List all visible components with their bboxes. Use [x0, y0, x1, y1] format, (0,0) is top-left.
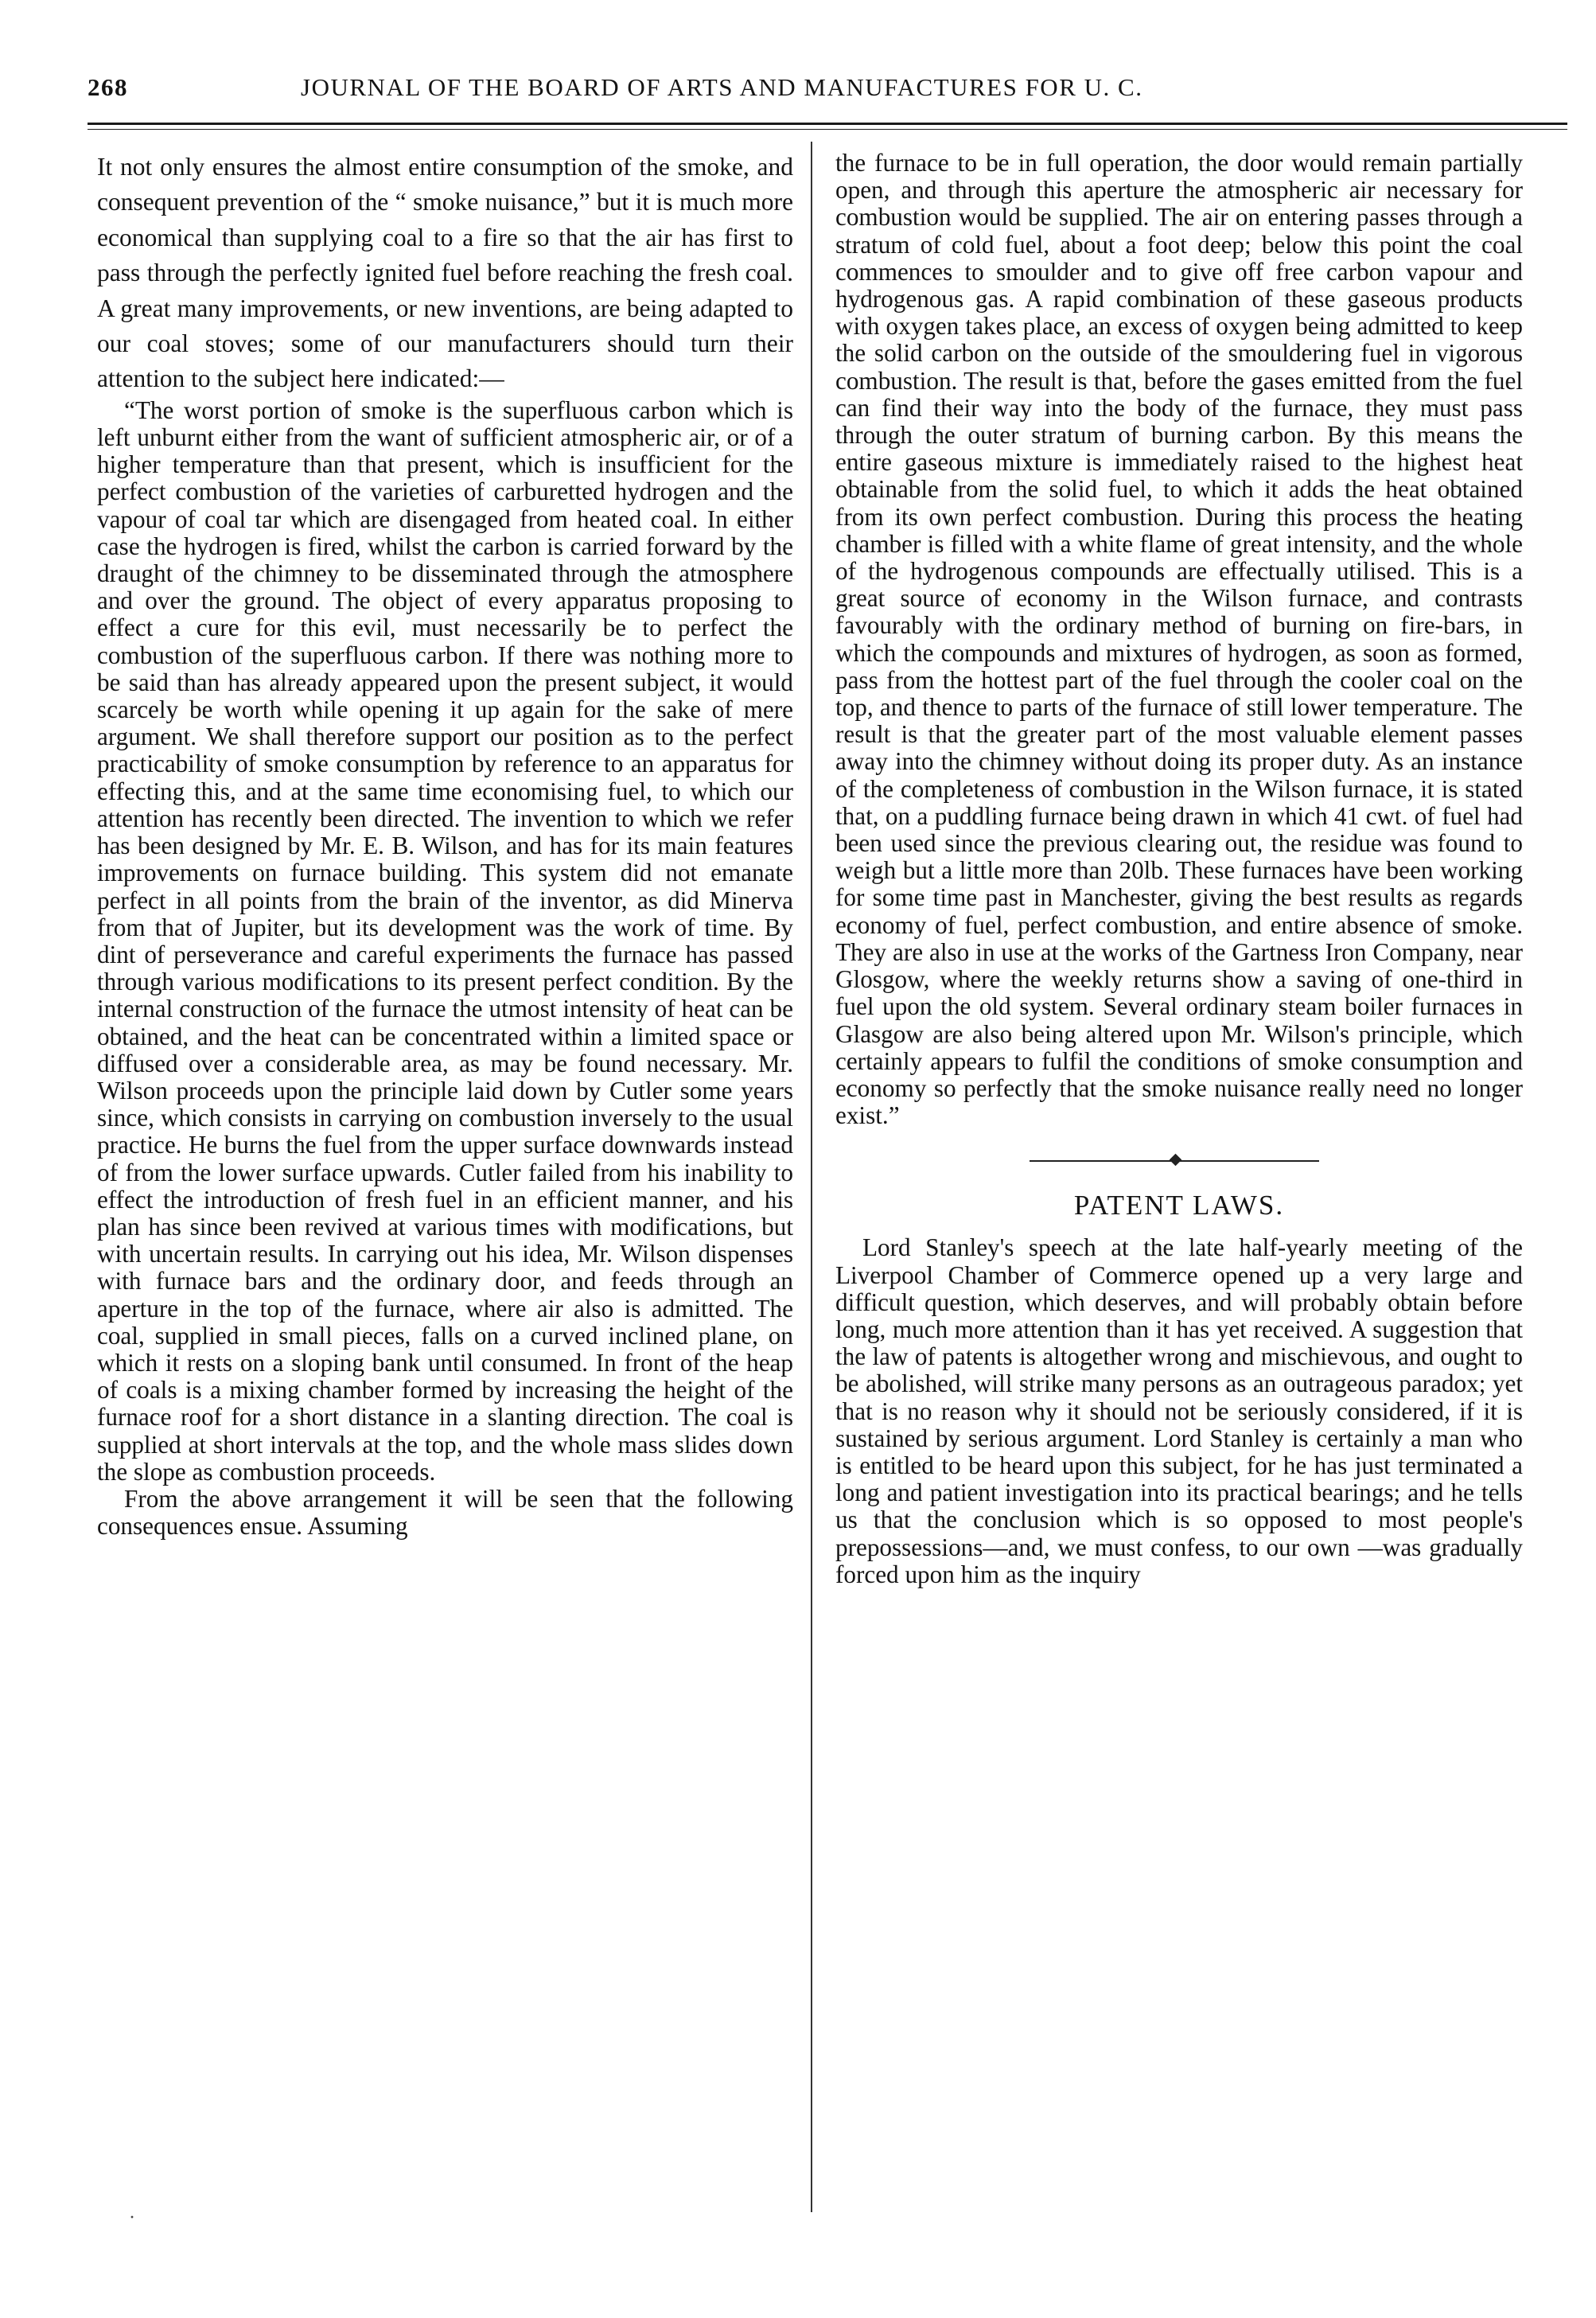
journal-title: JOURNAL OF THE BOARD OF ARTS AND MANUFACTURES FOR U. C.	[301, 73, 1143, 101]
header-rule-thin	[88, 129, 1567, 130]
print-speck: ·	[129, 2207, 135, 2228]
header-rule-thick	[88, 123, 1567, 125]
left-column	[97, 150, 793, 1540]
lead-paragraph: It not only ensures the almost entire consumption of the smoke, and consequent prevention of the “ smoke nuisance,” but it is much more economical than supplying coal to a fire so that the air has first to pass through the perfectly ignited fuel before reaching the fresh coal. A great many improvements, or new inventions, are being adapted to our coal stoves; some of our manufacturers should turn their attention to the subject here indicated:—	[97, 153, 793, 393]
running-head	[88, 68, 1567, 108]
closing-paragraph: From the above arrangement it will be seen that the following consequences ensue. Assuming	[97, 1484, 793, 1541]
column-divider	[811, 142, 812, 2212]
right-column	[835, 150, 1523, 1588]
section-separator	[835, 1150, 1523, 1171]
quoted-paragraph: “The worst portion of smoke is the superfluous carbon which is left unburnt either from the want of sufficient atmospheric air, or of a higher temperature than that present, which is insufficient for the perfect combustion of the varieties of carburetted hydrogen and the vapour of coal tar which are disengaged from heated coal. In either case the hydrogen is fired, whilst the carbon is carried forward by the draught of the chimney to be disseminated through the atmosphere and over the ground. The object of every apparatus proposing to effect a cure for this evil, must necessarily be to perfect the combustion of the superfluous carbon. If there was nothing more to be said than has already appeared upon the present subject, it would scarcely be worth while opening it up again for the sake of mere argument. We shall therefore support our position as to the perfect practicability of smoke consumption by reference to an apparatus for effecting this, and at the same time economising fuel, to which our attention has recently been directed. The invention to which we refer has been designed by Mr. E. B. Wilson, and has for its main features improvements on furnace building. This system did not emanate perfect in all points from the brain of the inventor, as did Minerva from that of Jupiter, but its development was the work of time. By dint of perseverance and careful experiments the furnace has passed through various modifications to its present perfect condition. By the internal construction of the furnace the utmost intensity of heat can be obtained, and the heat can be concentrated within a limited space or diffused over a considerable area, as may be found necessary. Mr. Wilson proceeds upon the principle laid down by Cutler some years since, which consists in carrying on combustion inversely to the usual practice. He burns the fuel from the upper surface downwards instead of from the lower surface upwards. Cutler failed from his inability to effect the introduction of fresh fuel in an efficient manner, and his plan has since been revived at various times with modifications, but with uncertain results. In carrying out his idea, Mr. Wilson dispenses with furnace bars and the ordinary door, and feeds through an aperture in the top of the furnace, where air also is admitted. The coal, supplied in small pieces, falls on a curved inclined plane, on which it rests on a sloping bank until consumed. In front of the heap of coals is a mixing chamber formed by increasing the height of the furnace roof for a short distance in a slanting direction. The coal is supplied at short intervals at the top, and the whole mass slides down the slope as combustion proceeds.	[97, 395, 793, 1486]
patent-laws-paragraph: Lord Stanley's speech at the late half-yearly meeting of the Liverpool Chamber of Commerce opened up a very large and difficult question, which deserves, and will probably obtain before long, much more attention than it has yet received. A suggestion that the law of patents is altogether wrong and mischievous, and ought to be abolished, will strike many persons as an outrageous paradox; yet that is no reason why it should not be seriously considered, if it is sustained by serious argument. Lord Stanley is certainly a man who is entitled to be heard upon this subject, for he has just terminated a long and patient investigation into its practical bearings; and he tells us that the conclusion which is so opposed to most people's prepossessions—and, we must confess, to our own —was gradually forced upon him as the inquiry	[835, 1233, 1523, 1588]
page-number: 268	[88, 73, 128, 101]
section-heading: PATENT LAWS.	[1073, 1190, 1285, 1221]
continuation-paragraph: the furnace to be in full operation, the door would remain partially open, and through this aperture the atmospheric air necessary for combustion would be supplied. The air on entering passes through a stratum of cold fuel, about a foot deep; below this point the coal commences to smoulder and to give off free carbon vapour and hydrogenous gas. A rapid combination of these gaseous products with oxygen takes place, an excess of oxygen being admitted to keep the solid carbon on the outside of the smouldering fuel in vigorous combustion. The result is that, before the gases emitted from the fuel can find their way into the body of the furnace, they must pass through the outer stratum of burning carbon. By this means the entire gaseous mixture is immediately raised to the highest heat obtainable from the solid fuel, to which it adds the heat obtained from its own perfect combustion. During this process the heating chamber is filled with a white flame of great intensity, and the whole of the hydrogenous compounds are effectually utilised. This is a great source of economy in the Wilson furnace, and contrasts favourably with the ordinary method of burning on fire-bars, in which the compounds and mixtures of hydrogen, as soon as formed, pass from the hottest part of the fuel through the cooler coal on the top, and thence to parts of the furnace of still lower temperature. The result is that the greater part of the most valuable element passes away into the chimney without doing its proper duty. As an instance of the completeness of combustion in the Wilson furnace, it is stated that, on a puddling furnace being drawn in which 41 cwt. of fuel had been used since the previous clearing out, the residue was found to weigh but a little more than 20lb. These furnaces have been working for some time past in Manchester, giving the best results as regards economy of fuel, perfect combustion, and entire absence of smoke. They are also in use at the works of the Gartness Iron Company, near Glosgow, where the weekly returns show a saving of one-third in fuel upon the old system. Several ordinary steam boiler furnaces in Glasgow are also being altered upon Mr. Wilson's principle, which certainly appears to fulfil the conditions of smoke consumption and economy so perfectly that the smoke nuisance really need no longer exist.”	[835, 149, 1523, 1130]
separator-diamond-ornament	[1170, 1154, 1182, 1167]
